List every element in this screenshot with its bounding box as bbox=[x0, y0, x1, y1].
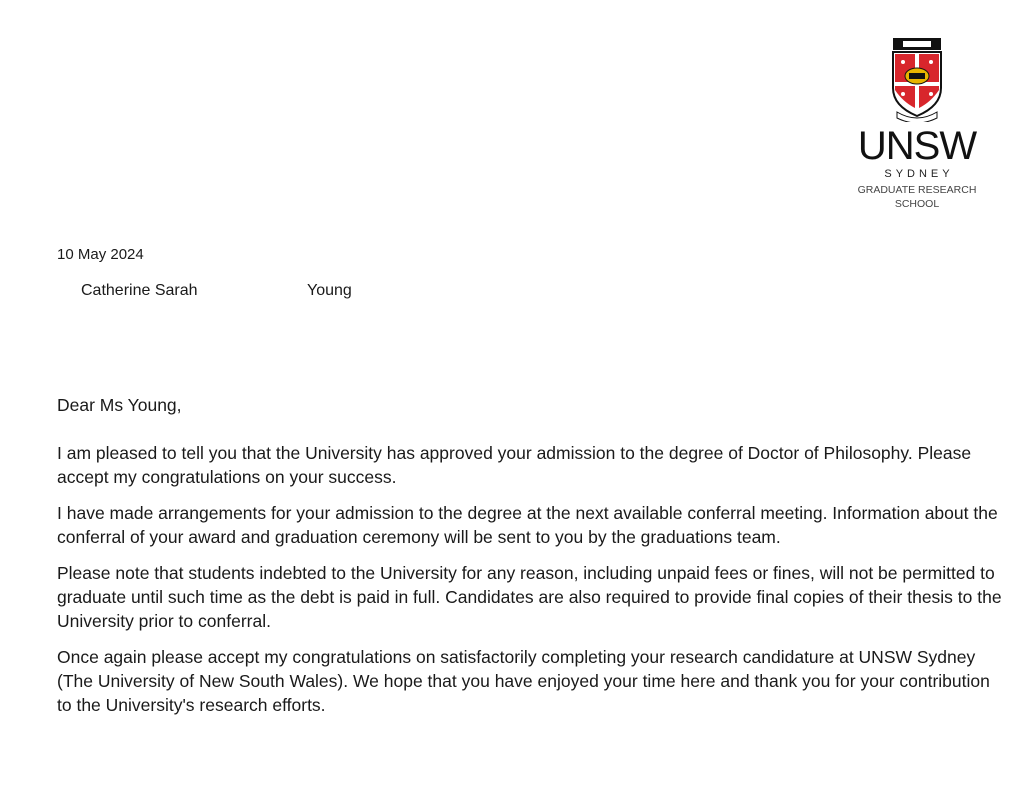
school-name-line-1: GRADUATE RESEARCH bbox=[857, 184, 977, 196]
recipient-family-name: Young bbox=[307, 282, 352, 299]
school-name bbox=[846, 183, 988, 211]
paragraph-conferral: I have made arrangements for your admission to the degree at the next available conferral meeting. Information about the conferral of your award and graduation ceremony will be sent to you by the graduations team. bbox=[57, 503, 998, 547]
paragraph-closing: Once again please accept my congratulations on satisfactorily completing your research candidature at UNSW Sydney (The University of New South Wales). We hope that you have enjoyed your time here and thank you for your contribution to the University's research efforts. bbox=[57, 647, 990, 715]
paragraph-admission: I am pleased to tell you that the University has approved your admission to the degree of Doctor of Philosophy. Please accept my congratulations on your success. bbox=[57, 443, 972, 487]
unsw-logo bbox=[846, 36, 988, 211]
unsw-crest-icon bbox=[889, 36, 945, 122]
paragraph-debt-notice: Please note that students indebted to the University for any reason, including unpaid fees or fines, will not be permitted to graduate until such time as the debt is paid in full. Candidates are also required to provide final copies of their thesis to the University prior to conferral. bbox=[57, 563, 1002, 631]
salutation: Dear Ms Young, bbox=[57, 395, 182, 415]
university-name: UNSW bbox=[857, 124, 977, 168]
letter-date: 10 May 2024 bbox=[57, 246, 144, 263]
university-city: SYDNEY bbox=[884, 168, 954, 180]
recipient-given-names: Catherine Sarah bbox=[81, 282, 198, 299]
school-name-line-2: SCHOOL bbox=[894, 198, 940, 210]
letter-body bbox=[57, 441, 1002, 729]
